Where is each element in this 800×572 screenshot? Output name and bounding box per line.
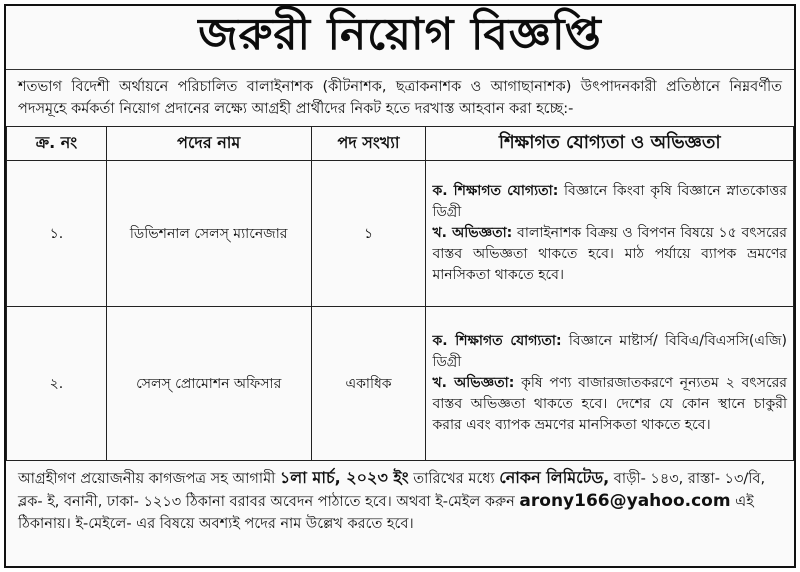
footer-text-2: তারিখের মধ্যে (408, 471, 500, 487)
intro-paragraph: শতভাগ বিদেশী অর্থায়নে পরিচালিত বালাইনাশক (কীটনাশক, ছত্রাকনাশক ও আগাছানাশক) উৎপাদনকারী প্রতিষ্ঠানে নিম্নবর্ণীত পদসমূহে কর্মকর্তা নিয়োগ প্রদানের লক্ষ্যে আগ্রহী প্রার্থীদের নিকট হতে দরখাস্ত আহবান করা হচ্ছে:- (18, 79, 782, 117)
row-post-name: সেলস্ প্রোমোশন অফিসার (106, 307, 311, 461)
footer-text-1: আগ্রহীগণ প্রয়োজনীয় কাগজপত্র সহ আগামী (18, 471, 280, 487)
header-serial: ক্র. নং (7, 127, 107, 161)
row-qualification (426, 161, 794, 307)
footer-text-3: অথবা ই-মেইল করুন (391, 494, 520, 510)
contact-email: arony166@yahoo.com (519, 491, 731, 511)
row-serial: ১. (7, 161, 107, 307)
education-label: ক. শিক্ষাগত যোগ্যতা: (432, 333, 562, 349)
footer-instructions (6, 461, 794, 541)
header-qualification: শিক্ষাগত যোগ্যতা ও অভিজ্ঞতা (426, 127, 794, 161)
row-post-name: ডিভিশনাল সেলস্ ম্যানেজার (106, 161, 311, 307)
row-qualification (426, 307, 794, 461)
table-row (7, 307, 794, 461)
row-post-count: ১ (311, 161, 426, 307)
education-label: ক. শিক্ষাগত যোগ্যতা: (432, 183, 559, 199)
table-header-row (7, 127, 794, 161)
experience-label: খ. অভিজ্ঞতা: (432, 375, 515, 391)
experience-text: বালাইনাশক বিক্রয় ও বিপণন বিষয়ে ১৫ বৎসরের বাস্তব অভিজ্ঞতা থাকতে হবে। মাঠ পর্যায়ে ব্যাপক ভ্রমণের মানসিকতা থাকতে হবে। (432, 225, 787, 283)
education-text: বিজ্ঞানে কিংবা কৃষি বিজ্ঞানে স্নাতকোত্তর ডিগ্রী (432, 183, 788, 220)
row-post-count: একাধিক (311, 307, 426, 461)
job-advertisement (4, 4, 796, 568)
posts-table (6, 126, 794, 461)
footer-text-4: এই ঠিকানায়। ই-মেইলে- এর বিষয়ে অবশ্যই পদের নাম উল্লেখ করতে হবে। (18, 494, 754, 532)
education-text: বিজ্ঞানে মাষ্টার্স/ বিবিএ/বিএসসি(এজি) ডিগ্রী (432, 333, 787, 370)
header-post-name: পদের নাম (106, 127, 311, 161)
header-post-count: পদ সংখ্যা (311, 127, 426, 161)
page-title: জরুরী নিয়োগ বিজ্ঞপ্তি (6, 6, 794, 70)
experience-label: খ. অভিজ্ঞতা: (432, 225, 513, 241)
experience-text: কৃষি পণ্য বাজারজাতকরণে নূন্যতম ২ বৎসরের বাস্তব অভিজ্ঞতা থাকতে হবে। দেশের যে কোন স্থানে চাকুরী করার এবং ব্যাপক ভ্রমণের মানসিকতা থাকতে হবে। (432, 375, 788, 433)
company-address: বাড়ী- ১৪৩, রাস্তা- ১৩/বি, ব্লক- ই, বনানী, ঢাকা- ১২১৩ ঠিকানা বরাবর অবেদন পাঠাতে হবে। (18, 471, 766, 510)
company-name: নোকন লিমিটেড, (499, 468, 610, 487)
table-row (7, 161, 794, 307)
row-serial: ২. (7, 307, 107, 461)
deadline-date: ১লা মার্চ, ২০২৩ ইং (279, 468, 409, 487)
